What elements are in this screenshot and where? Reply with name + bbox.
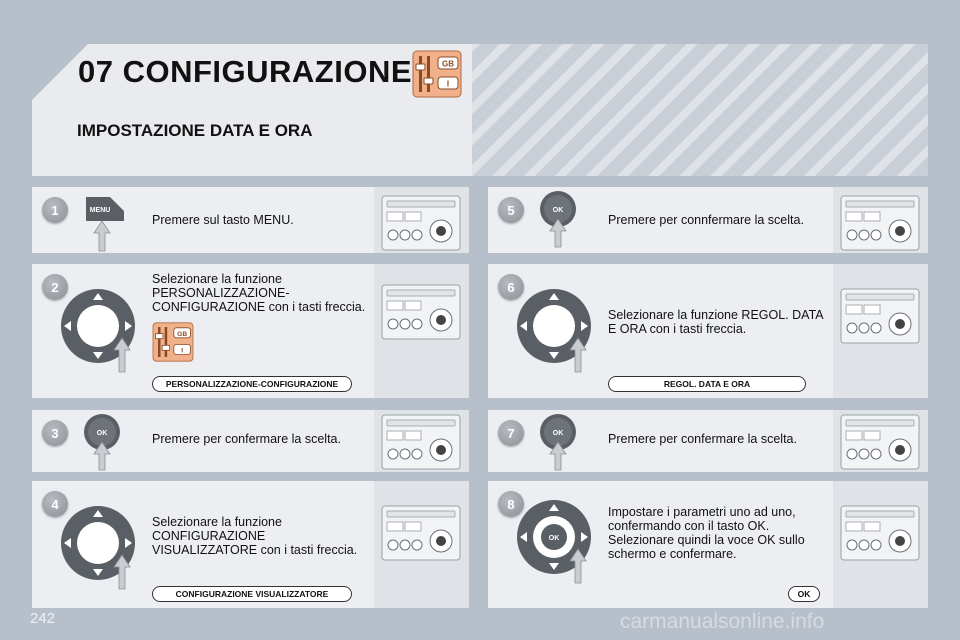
watermark: carmanualsonline.info — [620, 610, 825, 633]
ok-key-icon — [534, 189, 582, 249]
header-stripes — [472, 44, 928, 176]
ok-key-icon — [534, 412, 582, 472]
radio-unit-icon — [840, 414, 920, 470]
step-panel-1 — [32, 187, 469, 253]
step-number: 8 — [498, 491, 524, 517]
step-number: 2 — [42, 274, 68, 300]
step-number: 7 — [498, 420, 524, 446]
step-panel-6 — [488, 264, 928, 398]
step-instruction: Selezionare la funzione REGOL. DATA E ORA con i tasti freccia. — [608, 308, 823, 336]
step-panel-3 — [32, 410, 469, 472]
section-subtitle: IMPOSTAZIONE DATA E ORA — [77, 121, 313, 140]
step-number: 4 — [42, 491, 68, 517]
radio-unit-icon — [381, 414, 461, 470]
language-config-icon — [412, 50, 462, 98]
svg-text:OK: OK — [96, 430, 108, 437]
radio-unit-icon — [840, 288, 920, 344]
step-instruction: Selezionare la funzione PERSONALIZZAZIONE-CONFIGURAZIONE con i tasti freccia. — [152, 272, 366, 314]
arrow-keys-icon — [514, 286, 598, 376]
step-panel-2 — [32, 264, 469, 398]
svg-text:OK: OK — [552, 430, 564, 437]
function-label: CONFIGURAZIONE VISUALIZZATORE — [152, 586, 352, 602]
step-instruction: Premere sul tasto MENU. — [152, 213, 294, 227]
function-label: REGOL. DATA E ORA — [608, 376, 806, 392]
radio-unit-icon — [381, 505, 461, 561]
radio-unit-icon — [381, 284, 461, 340]
arrow-keys-icon — [514, 497, 598, 587]
step-number: 5 — [498, 197, 524, 223]
svg-text:OK: OK — [552, 207, 564, 214]
arrow-keys-icon — [58, 503, 142, 593]
step-number: 6 — [498, 274, 524, 300]
page-number: 242 — [30, 610, 56, 627]
flag-i-text: I — [446, 79, 450, 89]
radio-unit-icon — [840, 505, 920, 561]
language-config-icon — [150, 322, 196, 362]
step-instruction: Premere per connfermare la scelta. — [608, 213, 804, 227]
radio-unit-icon — [381, 195, 461, 251]
svg-text:OK: OK — [548, 535, 560, 542]
step-panel-5 — [488, 187, 928, 253]
step-number: 1 — [42, 197, 68, 223]
svg-text:GB: GB — [177, 330, 188, 338]
step-panel-8 — [488, 481, 928, 608]
step-panel-4 — [32, 481, 469, 608]
step-panel-7 — [488, 410, 928, 472]
function-label: PERSONALIZZAZIONE-CONFIGURAZIONE — [152, 376, 352, 392]
ok-key-icon — [78, 412, 126, 472]
flag-gb-text: GB — [442, 59, 454, 69]
step-instruction: Premere per confermare la scelta. — [608, 432, 797, 446]
step-number: 3 — [42, 420, 68, 446]
arrow-keys-icon — [58, 286, 142, 376]
step-instruction: Selezionare la funzione CONFIGURAZIONE VISUALIZZATORE con i tasti freccia. — [152, 515, 358, 557]
chapter-title: 07 CONFIGURAZIONE — [78, 54, 413, 89]
function-label: OK — [788, 586, 820, 602]
step-instruction: Premere per confermare la scelta. — [152, 432, 341, 446]
step-instruction: Impostare i parametri uno ad uno, confermando con il tasto OK. Selezionare quindi la voce OK sullo schermo e confermare. — [608, 505, 805, 561]
svg-text:I: I — [181, 347, 184, 355]
svg-text:MENU: MENU — [89, 207, 111, 214]
menu-key-icon — [80, 193, 130, 253]
radio-unit-icon — [840, 195, 920, 251]
